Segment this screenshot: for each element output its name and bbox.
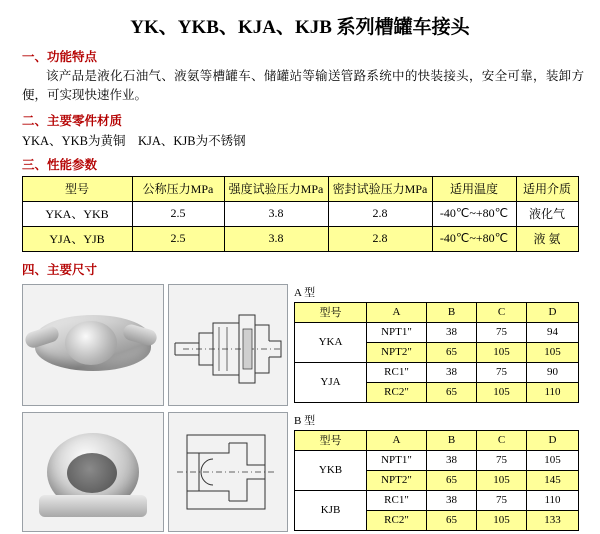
section-text-features: 该产品是液化石油气、液氨等槽罐车、储罐站等输送管路系统中的快装接头，安全可靠，装卸方便，可实现快速作业。 [22, 69, 584, 102]
dimension-table-a-label: A 型 [294, 286, 316, 299]
page-title: YK、YKB、KJA、KJB 系列槽罐车接头 [130, 17, 470, 38]
coupling-bore-shape [65, 321, 117, 365]
cell-seal-test: 2.8 [328, 201, 432, 226]
table-row [295, 490, 579, 510]
drawing-coupling-a [168, 284, 288, 406]
col-header-b: B [427, 430, 477, 450]
cell-a: RC1" [367, 490, 427, 510]
table-row [295, 322, 579, 342]
section-heading-materials: 二、主要零件材质 [22, 113, 123, 128]
table-header-row [295, 302, 579, 322]
cell-d: 110 [527, 490, 579, 510]
col-header-model: 型号 [22, 176, 132, 201]
photo-coupling-b [22, 412, 164, 532]
cell-nominal-pressure: 2.5 [132, 226, 224, 251]
cell-a: RC1" [367, 362, 427, 382]
cell-strength-test: 3.8 [224, 201, 328, 226]
col-header-c: C [477, 302, 527, 322]
table-row [295, 450, 579, 470]
section-heading-dimensions: 四、主要尺寸 [22, 262, 98, 277]
cell-b: 38 [427, 362, 477, 382]
cell-b: 38 [427, 322, 477, 342]
col-header-temperature: 适用温度 [432, 176, 516, 201]
cell-nominal-pressure: 2.5 [132, 201, 224, 226]
cell-c: 75 [477, 450, 527, 470]
section-heading-performance: 三、性能参数 [22, 157, 98, 172]
dimension-table-a [294, 302, 579, 403]
cell-c: 75 [477, 490, 527, 510]
col-header-strength-test: 强度试验压力MPa [224, 176, 328, 201]
cell-c: 105 [477, 510, 527, 530]
cell-c: 105 [477, 382, 527, 402]
cell-seal-test: 2.8 [328, 226, 432, 251]
col-header-medium: 适用介质 [516, 176, 578, 201]
cell-d: 90 [527, 362, 579, 382]
table-header-row [22, 176, 578, 201]
dimension-table-b-label: B 型 [294, 414, 316, 427]
section-text-materials: YKA、YKB为黄铜 KJA、KJB为不锈钢 [22, 133, 246, 148]
line-drawing-a-svg [169, 285, 287, 405]
cell-d: 105 [527, 450, 579, 470]
cell-c: 75 [477, 362, 527, 382]
cell-a: RC2" [367, 510, 427, 530]
col-header-d: D [527, 430, 579, 450]
cell-b: 65 [427, 510, 477, 530]
cell-model: YKA、YKB [22, 201, 132, 226]
col-header-nominal-pressure: 公称压力MPa [132, 176, 224, 201]
cell-model: YJA [295, 362, 367, 402]
cell-temperature: -40℃~+80℃ [432, 201, 516, 226]
cell-model: YKA [295, 322, 367, 362]
table-row [22, 201, 578, 226]
cell-d: 94 [527, 322, 579, 342]
cell-a: NPT2" [367, 342, 427, 362]
cell-d: 133 [527, 510, 579, 530]
dimension-table-b-wrap [294, 412, 578, 531]
figures-area [0, 284, 600, 534]
col-header-model: 型号 [295, 302, 367, 322]
cell-model: KJB [295, 490, 367, 530]
dimension-table-a-wrap [294, 284, 578, 403]
table-row [22, 226, 578, 251]
cell-a: NPT1" [367, 450, 427, 470]
cell-c: 105 [477, 470, 527, 490]
col-header-c: C [477, 430, 527, 450]
flange-plate-shape [39, 495, 147, 517]
cell-strength-test: 3.8 [224, 226, 328, 251]
col-header-a: A [367, 430, 427, 450]
flange-bore-shape [67, 453, 117, 493]
cell-medium: 液化气 [516, 201, 578, 226]
cell-medium: 液 氨 [516, 226, 578, 251]
cell-b: 65 [427, 470, 477, 490]
cell-model: YKB [295, 450, 367, 490]
cell-a: NPT2" [367, 470, 427, 490]
cell-model: YJA、YJB [22, 226, 132, 251]
cell-b: 65 [427, 382, 477, 402]
table-row [295, 362, 579, 382]
col-header-a: A [367, 302, 427, 322]
cell-d: 110 [527, 382, 579, 402]
cell-b: 65 [427, 342, 477, 362]
cell-c: 105 [477, 342, 527, 362]
table-header-row [295, 430, 579, 450]
cell-d: 105 [527, 342, 579, 362]
col-header-seal-test: 密封试验压力MPa [328, 176, 432, 201]
cell-a: RC2" [367, 382, 427, 402]
col-header-b: B [427, 302, 477, 322]
cell-a: NPT1" [367, 322, 427, 342]
performance-table [22, 176, 579, 252]
cell-c: 75 [477, 322, 527, 342]
cell-b: 38 [427, 450, 477, 470]
section-heading-features: 一、功能特点 [22, 50, 98, 64]
cell-temperature: -40℃~+80℃ [432, 226, 516, 251]
dimension-table-b [294, 430, 579, 531]
drawing-coupling-b [168, 412, 288, 532]
cell-b: 38 [427, 490, 477, 510]
cell-d: 145 [527, 470, 579, 490]
col-header-d: D [527, 302, 579, 322]
photo-coupling-a [22, 284, 164, 406]
col-header-model: 型号 [295, 430, 367, 450]
line-drawing-b-svg [169, 413, 287, 531]
